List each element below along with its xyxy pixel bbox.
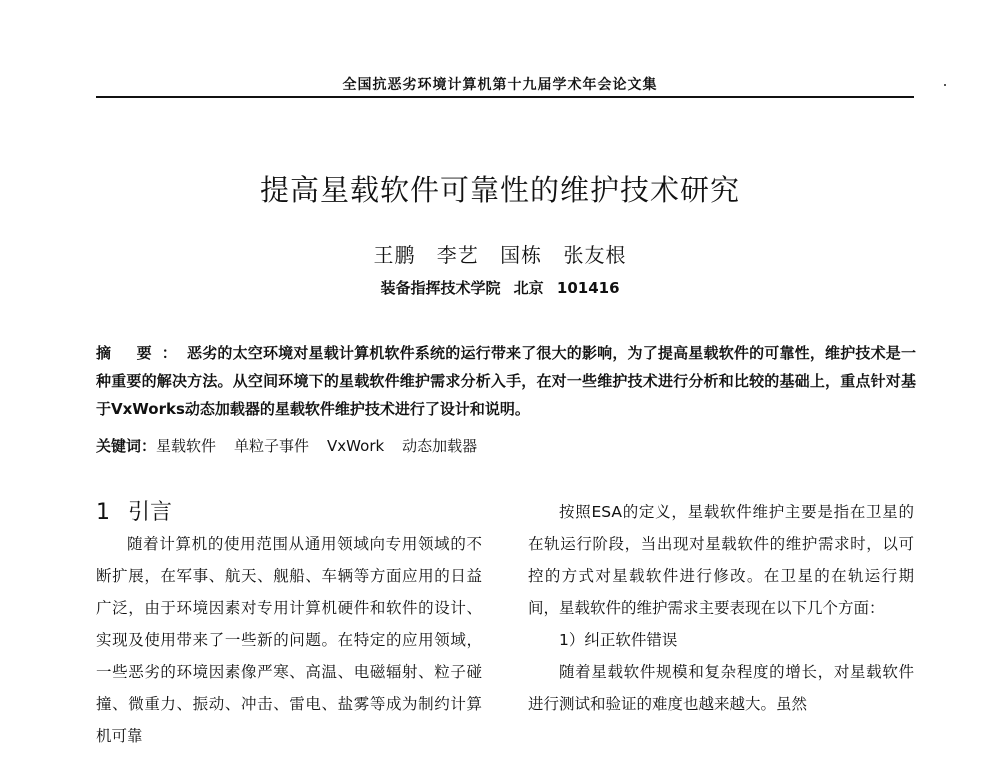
abstract-text: 恶劣的太空环境对星载计算机软件系统的运行带来了很大的影响，为了提高星载软件的可靠性，维护技术是一种重要的解决方法。从空间环境下的星载软件维护需求分析入手，在对一些维护技术进行分析和比较的基础上，重点针对基于VxWorks动态加载器的星载软件维护技术进行了设计和说明。 [96, 344, 916, 418]
header-rule [96, 96, 914, 98]
body-paragraph: 随着星载软件规模和复杂程度的增长，对星载软件进行测试和验证的难度也越来越大。虽然 [528, 663, 914, 713]
abstract [96, 339, 916, 423]
right-column [528, 496, 914, 720]
body-paragraph: 按照ESA的定义，星载软件维护主要是指在卫星的在轨运行阶段，当出现对星载软件的维护需求时，以可控的方式对星载软件进行修改。在卫星的在轨运行期间，星载软件的维护需求主要表现在以下几个方面： [528, 503, 914, 617]
keyword-item: 星载软件 [156, 437, 217, 455]
author-list: 王鹏 李艺 国栋 张友根 [373, 243, 627, 267]
keyword-item: 单粒子事件 [234, 437, 310, 455]
abstract-label: 摘 要： [96, 344, 187, 362]
running-header: 全国抗恶劣环境计算机第十九届学术年会论文集 [342, 77, 658, 93]
section-heading [96, 495, 172, 526]
keyword-item: VxWork [327, 437, 385, 455]
author-affiliation: 装备指挥技术学院 北京 101416 [380, 279, 620, 297]
section-number: 1 [96, 500, 110, 525]
list-item: 1）纠正软件错误 [559, 631, 678, 649]
keyword-item: 动态加载器 [402, 437, 478, 455]
paper-title: 提高星载软件可靠性的维护技术研究 [259, 173, 740, 207]
keywords [96, 432, 916, 460]
keywords-label: 关键词： [96, 437, 157, 455]
left-column [96, 528, 482, 752]
section-title: 引言 [128, 500, 173, 525]
body-paragraph: 随着计算机的使用范围从通用领域向专用领域的不断扩展，在军事、航天、舰船、车辆等方面应用的日益广泛，由于环境因素对专用计算机硬件和软件的设计、实现及使用带来了一些新的问题。在特定的应用领域，一些恶劣的环境因素像严寒、高温、电磁辐射、粒子碰撞、微重力、振动、冲击、雷电、盐雾等成为制约计算机可靠 [96, 535, 482, 745]
